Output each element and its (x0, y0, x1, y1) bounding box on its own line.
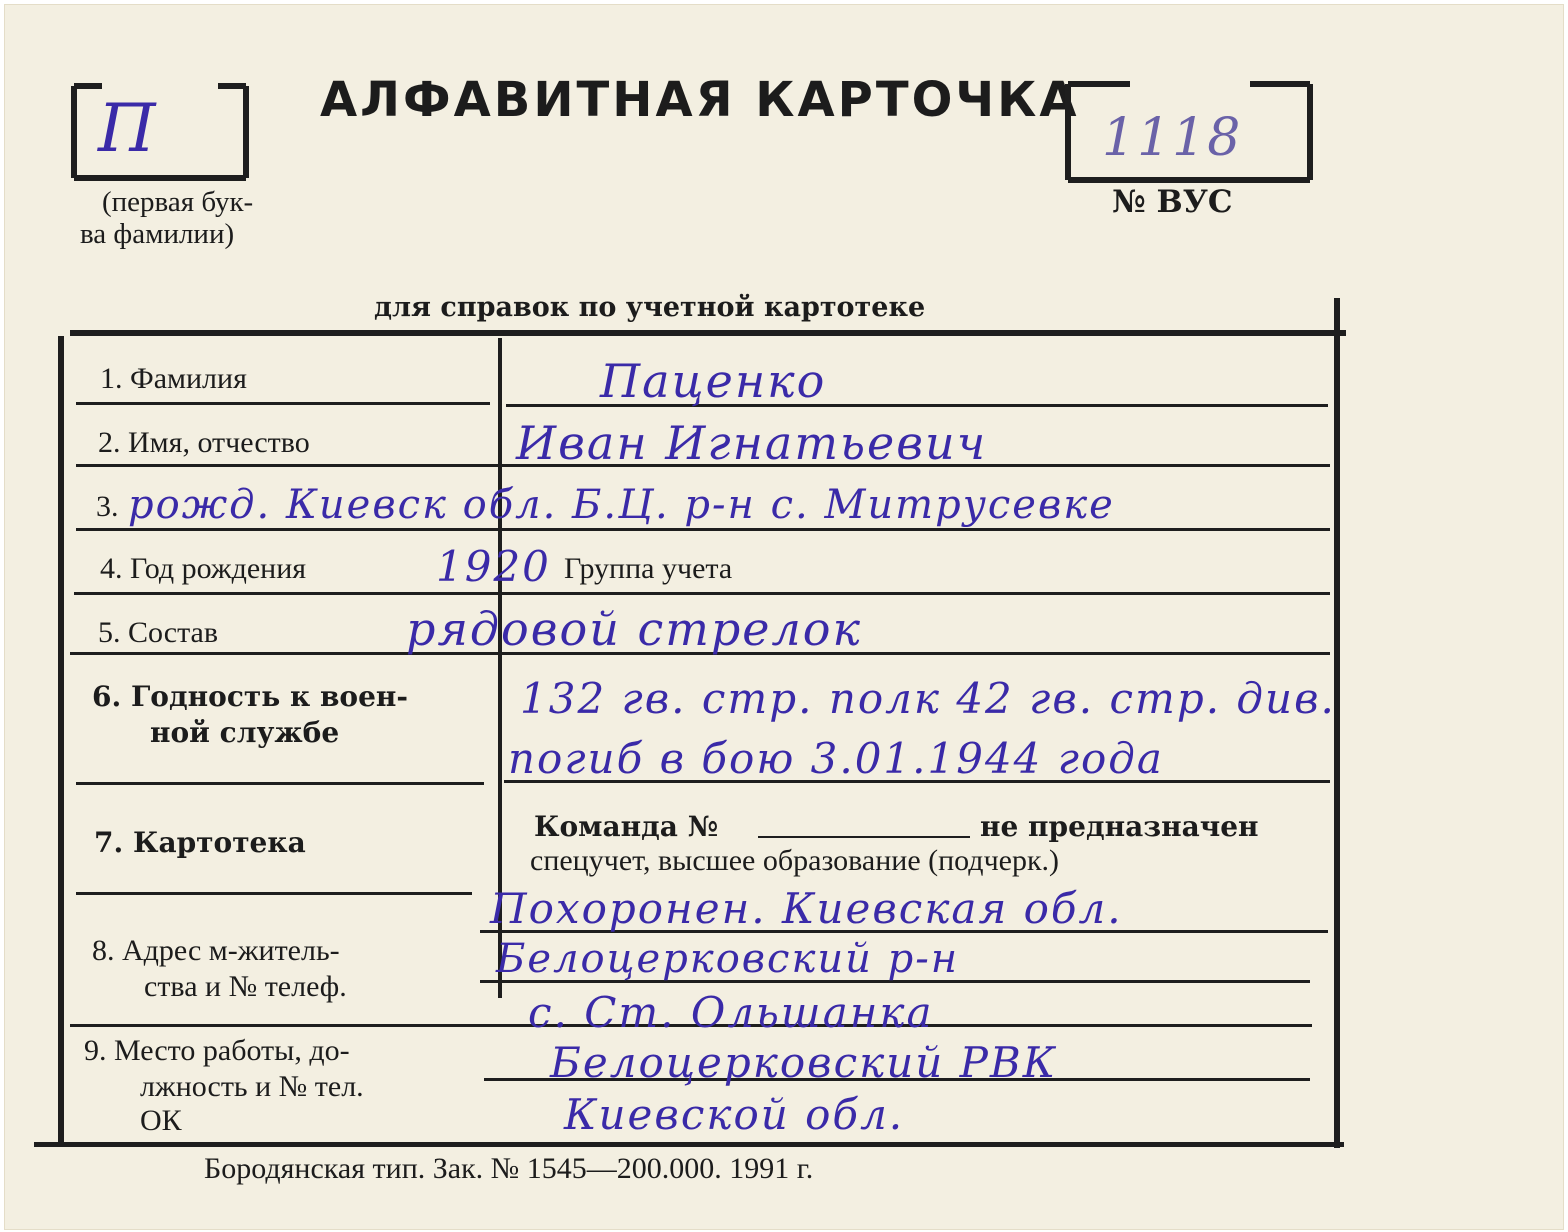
table-top-rule (70, 330, 1346, 336)
alphabet-card (4, 4, 1564, 1230)
field-label-address-2: ства и № телеф. (144, 970, 347, 1003)
field-value-work-1: Белоцерковский РВК (550, 1038, 1058, 1087)
table-bottom-rule (34, 1142, 1344, 1147)
field-value-address-1: Похоронен. Киевская обл. (490, 884, 1123, 933)
field-value-surname: Паценко (600, 354, 827, 408)
field-value-rank: рядовой стрелок (406, 602, 862, 656)
card-title: АЛФАВИТНАЯ КАРТОЧКА (320, 72, 1080, 128)
table-left-rule (58, 336, 64, 1144)
field-value-birthplace: рожд. Киевск обл. Б.Ц. р-н с. Митрусевке (128, 482, 1115, 528)
field-label-address-1: 8. Адрес м-житель- (92, 934, 340, 967)
field-label-group: Группа учета (564, 552, 733, 585)
field-label-work-1: 9. Место работы, до- (84, 1034, 350, 1067)
row-rule (76, 892, 472, 895)
field-value-address-3: с. Ст. Ольшанка (528, 988, 934, 1037)
card-subtitle: для справок по учетной картотеке (374, 292, 926, 323)
field-label-fitness-2: ной службе (150, 716, 340, 749)
vus-value: 1118 (1102, 108, 1243, 168)
row-rule (74, 592, 1330, 595)
field-label-name: 2. Имя, отчество (98, 426, 310, 459)
field-label-fitness-1: 6. Годность к воен- (92, 680, 408, 713)
surname-letter-value: П (98, 90, 158, 167)
field-label-rank: 5. Состав (98, 616, 219, 649)
command-number-line (758, 836, 970, 838)
special-record-line: спецучет, высшее образование (подчерк.) (530, 844, 1060, 877)
vus-label: № ВУС (1112, 184, 1233, 220)
row-rule (76, 528, 1330, 531)
command-prefix: Команда № (534, 810, 719, 843)
field-label-work-3: ОК (140, 1104, 182, 1137)
letter-hint-line2: ва фамилии) (80, 218, 235, 250)
field-value-fitness-2: погиб в бою 3.01.1944 года (508, 734, 1164, 783)
field-value-name: Иван Игнатьевич (516, 416, 988, 470)
row-rule (76, 402, 490, 405)
letter-hint-line1: (первая бук- (102, 186, 254, 218)
printer-imprint: Бородянская тип. Зак. № 1545—200.000. 1991 г. (204, 1152, 814, 1185)
field-label-birth-year: 4. Год рождения (100, 552, 307, 585)
table-right-rule (1334, 298, 1340, 1148)
field-value-address-2: Белоцерковский р-н (496, 936, 960, 982)
field-value-work-2: Киевской обл. (564, 1090, 905, 1139)
field-value-fitness-1: 132 гв. стр. полк 42 гв. стр. див. (520, 674, 1336, 723)
field-number-3: 3. (96, 490, 119, 523)
row-rule (76, 782, 484, 785)
field-label-surname: 1. Фамилия (100, 362, 247, 395)
command-suffix: не предназначен (980, 810, 1259, 843)
field-label-file: 7. Картотека (94, 826, 306, 859)
field-label-work-2: лжность и № тел. (140, 1070, 364, 1103)
field-value-birth-year: 1920 (436, 542, 551, 591)
surname-letter-box (68, 74, 253, 184)
